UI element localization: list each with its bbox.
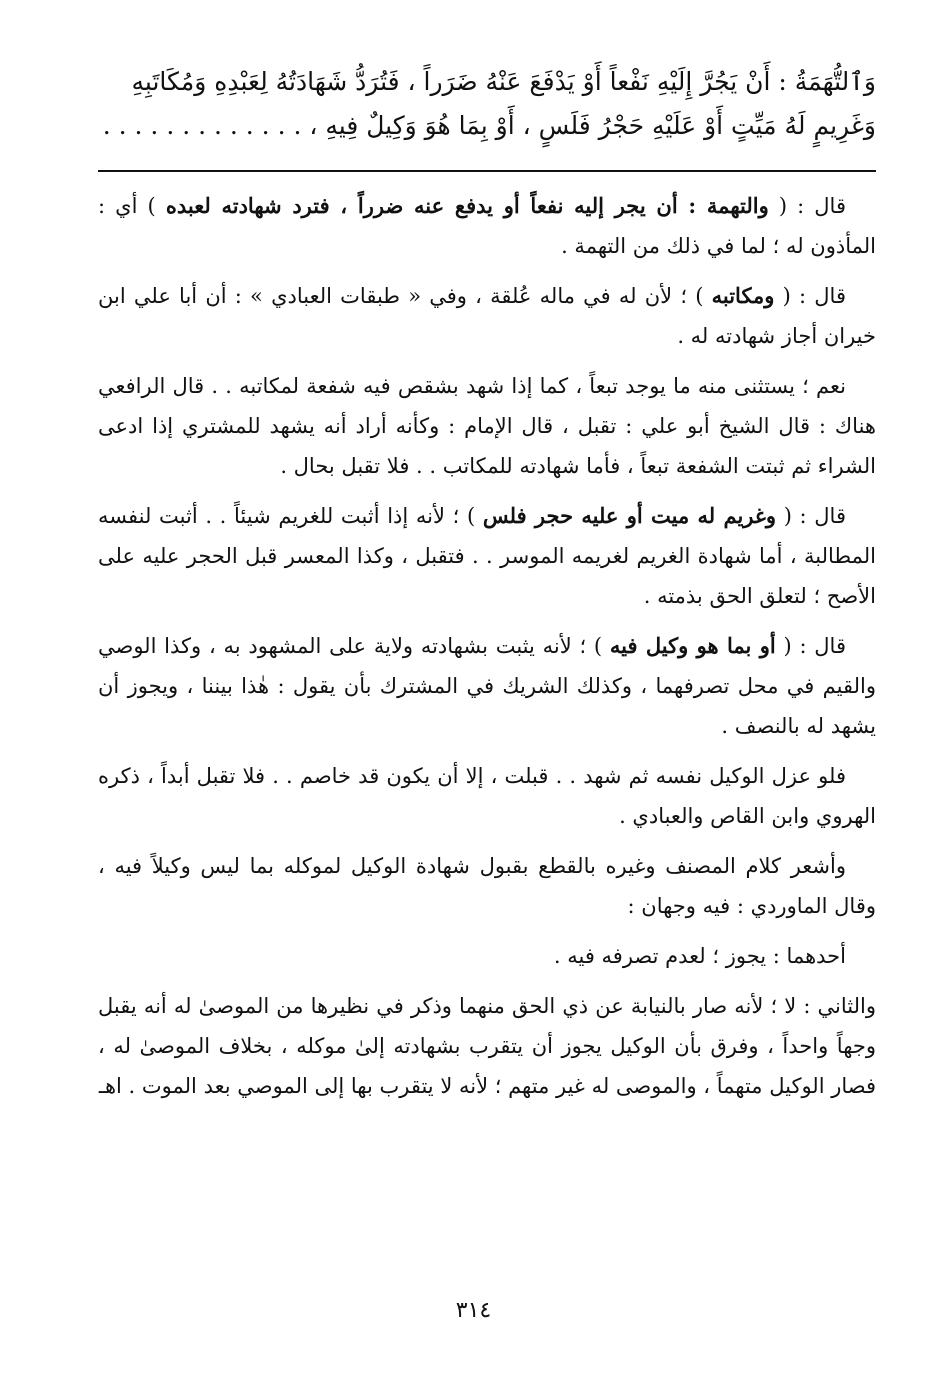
commentary-paragraph: والثاني : لا ؛ لأنه صار بالنيابة عن ذي الحق منهما وذكر في نظيرها من الموصىٰ له أنه يقبل وجهاً واحداً ، وفرق بأن الوكيل يجوز أن يتقرب بشهادته إلىٰ موكله ، بخلاف الموصىٰ له ، فصار الوكيل متهماً ، والموصى له غير متهم ؛ لأنه لا يتقرب بها إلى الموصي بعد الموت . اهـ [98, 994, 876, 1098]
commentary-paragraph: قال : ( والتهمة : أن يجر إليه نفعاً أو يدفع عنه ضرراً ، فترد شهادته لعبده ) أي : المأذون له ؛ لما في ذلك من التهمة . [98, 193, 876, 258]
matn-line-2: وَغَرِيمٍ لَهُ مَيِّتٍ أَوْ عَلَيْهِ حَجْرُ فَلَسٍ ، أَوْ بِمَا هُوَ وَكِيلٌ فِيهِ ، . . . . . . . . . . . . . [102, 111, 876, 140]
commentary-paragraph: قال : ( ومكاتبه ) ؛ لأن له في ماله عُلقة ، وفي « طبقات العبادي » : أن أبا علي ابن خيران أجاز شهادته له . [98, 283, 876, 348]
commentary-paragraph: وأشعر كلام المصنف وغيره بالقطع بقبول شهادة الوكيل لموكله بما ليس وكيلاً فيه ، وقال الماوردي : فيه وجهان : [98, 854, 876, 918]
page-content [98, 60, 876, 1116]
commentary-paragraph: أحدهما : يجوز ؛ لعدم تصرفه فيه . [553, 944, 846, 968]
matn-line-1: وَٱلتُّهَمَةُ : أَنْ يَجُرَّ إِلَيْهِ نَفْعاً أَوْ يَدْفَعَ عَنْهُ ضَرَراً ، فَتُرَدُّ شَهَادَتُهُ لِعَبْدِهِ وَمُكَاتَبِهِ [131, 67, 876, 96]
commentary-section [98, 186, 876, 1106]
matn-text [98, 60, 876, 148]
commentary-paragraph: قال : ( وغريم له ميت أو عليه حجر فلس ) ؛ لأنه إذا أثبت للغريم شيئاً . . أثبت لنفسه المطالبة ، أما شهادة الغريم لغريمه الموسر . . فتقبل ، وكذا المعسر قبل الحجر عليه على الأصح ؛ لتعلق الحق بذمته . [98, 503, 876, 608]
commentary-paragraph: فلو عزل الوكيل نفسه ثم شهد . . قبلت ، إلا أن يكون قد خاصم . . فلا تقبل أبداً ، ذكره الهروي وابن القاص والعبادي . [98, 764, 876, 828]
page-number: ٣١٤ [455, 1298, 492, 1323]
commentary-paragraph: قال : ( أو بما هو وكيل فيه ) ؛ لأنه يثبت بشهادته ولاية على المشهود به ، وكذا الوصي والقيم في محل تصرفهما ، وكذلك الشريك في المشترك بأن يقول : هٰذا بيننا ، ويجوز أن يشهد له بالنصف . [98, 633, 876, 738]
matn-commentary-divider [98, 170, 876, 172]
commentary-paragraph: نعم ؛ يستثنى منه ما يوجد تبعاً ، كما إذا شهد بشقص فيه شفعة لمكاتبه . . قال الرافعي هناك : قال الشيخ أبو علي : تقبل ، قال الإمام : وكأنه أراد أنه يشهد للمشتري إذا ادعى الشراء ثم ثبتت الشفعة تبعاً ، فأما شهادته للمكاتب . . فلا تقبل بحال . [98, 374, 876, 478]
